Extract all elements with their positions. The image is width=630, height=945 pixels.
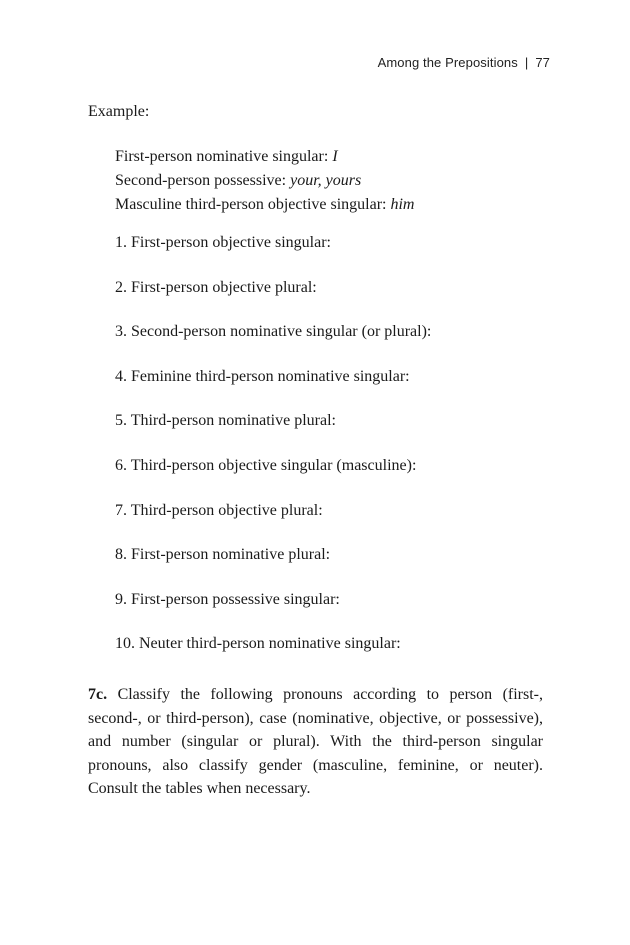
example-block: [115, 145, 414, 217]
exercise-item: 6. Third-person objective singular (masculine):: [115, 456, 417, 474]
exercise-item: 7. Third-person objective plural:: [115, 501, 323, 519]
running-head: [378, 55, 550, 70]
example-line-text: Masculine third-person objective singular:: [115, 196, 391, 213]
exercise-label: 7c.: [88, 686, 108, 703]
example-heading: Example:: [88, 103, 150, 120]
example-answer: him: [390, 196, 415, 213]
exercise-item: 2. First-person objective plural:: [115, 278, 317, 296]
example-line-text: First-person nominative singular:: [115, 148, 333, 165]
example-line: [115, 169, 414, 193]
exercise-item: 9. First-person possessive singular:: [115, 590, 340, 608]
exercise-instructions: [88, 683, 543, 801]
exercise-text: Classify the following pronouns according to person (first-, second-, or third-person), case (nominative, objective, or possessive), and number (singular or plural). With the third-person singular pronouns, also classify gender (masculine, feminine, or neuter). Consult the tables when necessary.: [88, 686, 544, 797]
chapter-title: Among the Prepositions: [377, 55, 518, 70]
exercise-item: 3. Second-person nominative singular (or plural):: [115, 323, 432, 341]
header-separator: |: [524, 55, 529, 70]
exercise-item: 8. First-person nominative plural:: [115, 546, 331, 564]
exercise-item: 10. Neuter third-person nominative singular:: [115, 635, 401, 653]
exercise-item: 5. Third-person nominative plural:: [115, 412, 336, 430]
example-line-text: Second-person possessive:: [115, 172, 291, 189]
example-answer: I: [332, 148, 338, 165]
example-line: [115, 145, 414, 169]
exercise-item: 1. First-person objective singular:: [115, 234, 331, 251]
example-line: [115, 193, 414, 217]
example-answer: your, yours: [290, 172, 362, 189]
page-number: 77: [535, 55, 550, 70]
exercise-item: 4. Feminine third-person nominative singular:: [115, 367, 410, 385]
exercise-items-list: [115, 233, 431, 679]
